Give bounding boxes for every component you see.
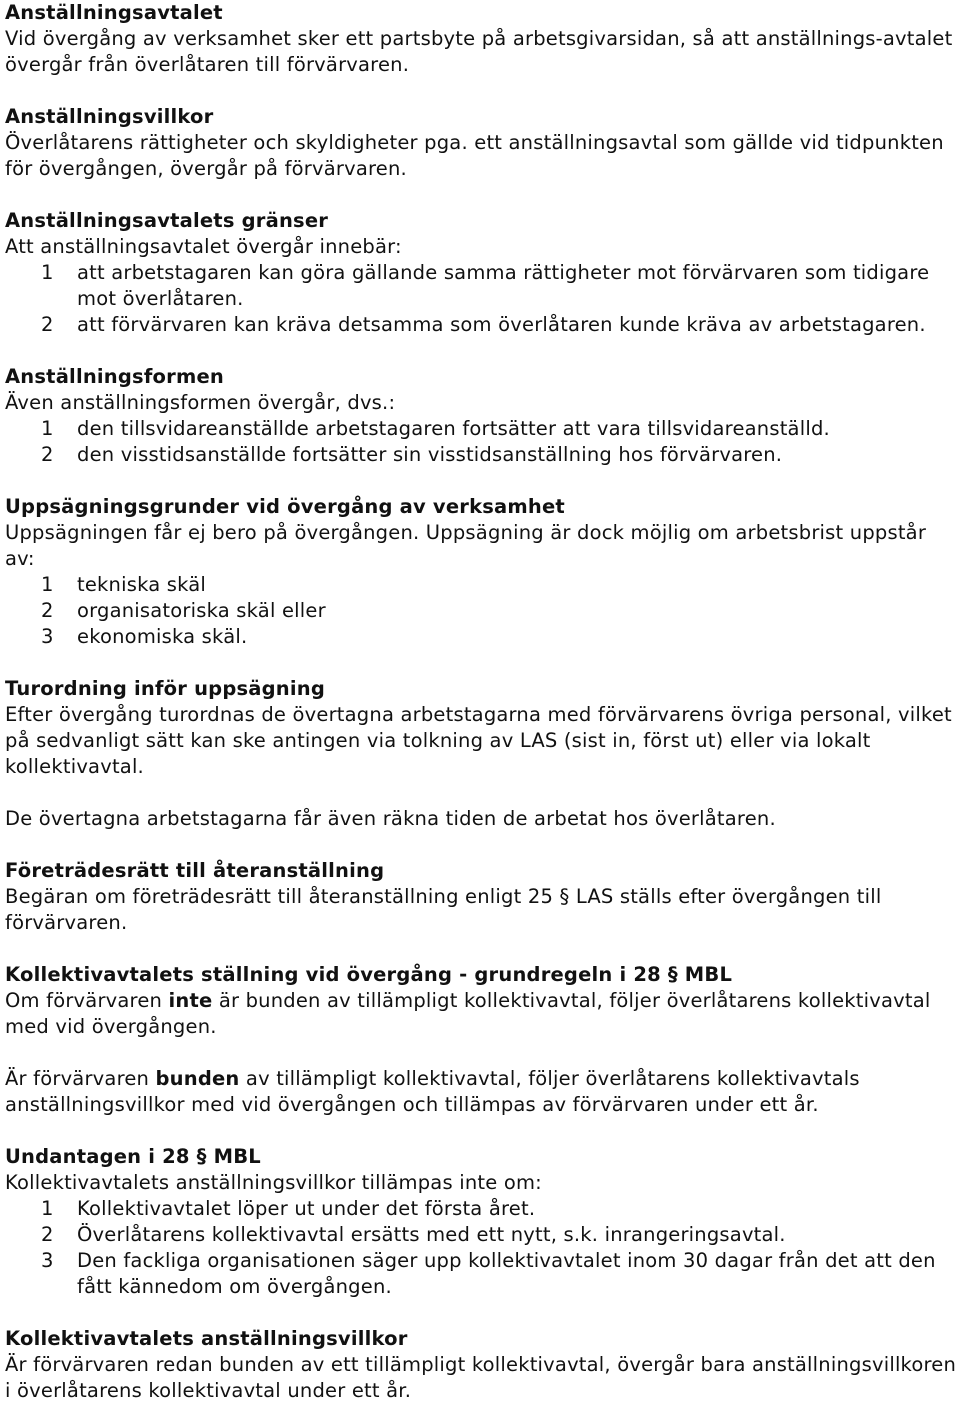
emphasis-text: inte [168,989,213,1012]
list-item-number: 2 [41,599,54,622]
numbered-list [5,572,960,650]
list-item [5,1248,960,1300]
list-item-number: 1 [41,417,54,440]
list-item-number: 1 [41,261,54,284]
numbered-list [5,1196,960,1300]
section-heading: Anställningsvillkor [5,105,214,128]
list-item-number: 2 [41,1223,54,1246]
section-undantagen [5,1144,960,1300]
list-item [5,442,960,468]
section-paragraph: Efter övergång turordnas de övertagna arbetstagarna med förvärvarens övriga personal, vilket på sedvanligt sätt kan ske antingen via tolkning av LAS (sist in, först ut) eller via lokalt kollektivavtal. [5,703,952,778]
section-paragraph-2 [5,1066,960,1118]
section-paragraph: Begäran om företrädesrätt till återanställning enligt 25 § LAS ställs efter övergången till förvärvaren. [5,885,882,934]
section-paragraph-2: De övertagna arbetstagarna får även räkna tiden de arbetat hos överlåtaren. [5,807,776,830]
emphasis-text: bunden [155,1067,240,1090]
list-item [5,260,960,312]
section-heading: Kollektivavtalets anställningsvillkor [5,1327,408,1350]
list-item-number: 2 [41,313,54,336]
list-item-text: den visstidsanställde fortsätter sin visstidsanställning hos förvärvaren. [77,443,783,466]
section-heading: Undantagen i 28 § MBL [5,1145,261,1168]
section-foretradesratt [5,858,960,936]
list-item-number: 1 [41,1197,54,1220]
list-item-text: att förvärvaren kan kräva detsamma som överlåtaren kunde kräva av arbetstagaren. [77,313,926,336]
numbered-list [5,416,960,468]
section-uppsagningsgrunder [5,494,960,650]
list-item-text: Den fackliga organisationen säger upp kollektivavtalet inom 30 dagar från det att den fått kännedom om övergången. [77,1249,936,1298]
list-item [5,624,960,650]
list-item-text: organisatoriska skäl eller [77,599,326,622]
section-paragraph: Även anställningsformen övergår, dvs.: [5,391,396,414]
list-item-text: den tillsvidareanställde arbetstagaren fortsätter att vara tillsvidareanställd. [77,417,830,440]
section-paragraph: Att anställningsavtalet övergår innebär: [5,235,402,258]
section-anstallningsavtalet [5,0,960,78]
section-paragraph: Uppsägningen får ej bero på övergången. Uppsägning är dock möjlig om arbetsbrist uppstår av: [5,521,927,570]
list-item [5,1196,960,1222]
list-item [5,572,960,598]
list-item-number: 1 [41,573,54,596]
list-item-text: tekniska skäl [77,573,207,596]
list-item [5,598,960,624]
section-heading: Anställningsformen [5,365,224,388]
section-heading: Företrädesrätt till återanställning [5,859,385,882]
section-paragraph [5,988,960,1040]
section-anstallningsformen [5,364,960,468]
list-item-text: att arbetstagaren kan göra gällande samma rättigheter mot förvärvaren som tidigare mot överlåtaren. [77,261,930,310]
list-item [5,312,960,338]
text-run: Är förvärvaren [5,1067,156,1090]
text-run: Om förvärvaren [5,989,169,1012]
section-turordning [5,676,960,832]
list-item-text: Överlåtarens kollektivavtal ersätts med ett nytt, s.k. inrangeringsavtal. [77,1223,786,1246]
section-heading: Anställningsavtalets gränser [5,209,329,232]
section-heading: Anställningsavtalet [5,1,223,24]
list-item-text: Kollektivavtalet löper ut under det första året. [77,1197,536,1220]
section-paragraph: Överlåtarens rättigheter och skyldigheter pga. ett anställningsavtal som gällde vid tidpunkten för övergången, övergår på förvärvaren. [5,131,944,180]
section-paragraph: Kollektivavtalets anställningsvillkor tillämpas inte om: [5,1171,542,1194]
section-paragraph: Är förvärvaren redan bunden av ett tillämpligt kollektivavtal, övergår bara anställningsvillkoren i överlåtarens kollektivavtal under ett år. [5,1353,957,1402]
section-avtalets-granser [5,208,960,338]
section-grundregeln-28-mbl [5,962,960,1118]
section-heading: Kollektivavtalets ställning vid övergång - grundregeln i 28 § MBL [5,963,733,986]
list-item-number: 3 [41,625,54,648]
text-run: är bunden av tillämpligt kollektivavtal, följer överlåtarens kollektivavtal med vid övergången. [5,989,931,1038]
list-item [5,416,960,442]
section-anstallningsvillkor [5,104,960,182]
list-item [5,1222,960,1248]
section-paragraph: Vid övergång av verksamhet sker ett partsbyte på arbetsgivarsidan, så att anställnings-avtalet övergår från överlåtaren till förvärvaren. [5,27,953,76]
list-item-text: ekonomiska skäl. [77,625,248,648]
section-anstallningsvillkor-kollektivavtal [5,1326,960,1404]
numbered-list [5,260,960,338]
section-heading: Turordning inför uppsägning [5,677,326,700]
section-heading: Uppsägningsgrunder vid övergång av verksamhet [5,495,565,518]
list-item-number: 3 [41,1249,54,1272]
text-run: av tillämpligt kollektivavtal, följer överlåtarens kollektivavtals anställningsvillkor med vid övergången och tillämpas av förvärvaren under ett år. [5,1067,860,1116]
list-item-number: 2 [41,443,54,466]
